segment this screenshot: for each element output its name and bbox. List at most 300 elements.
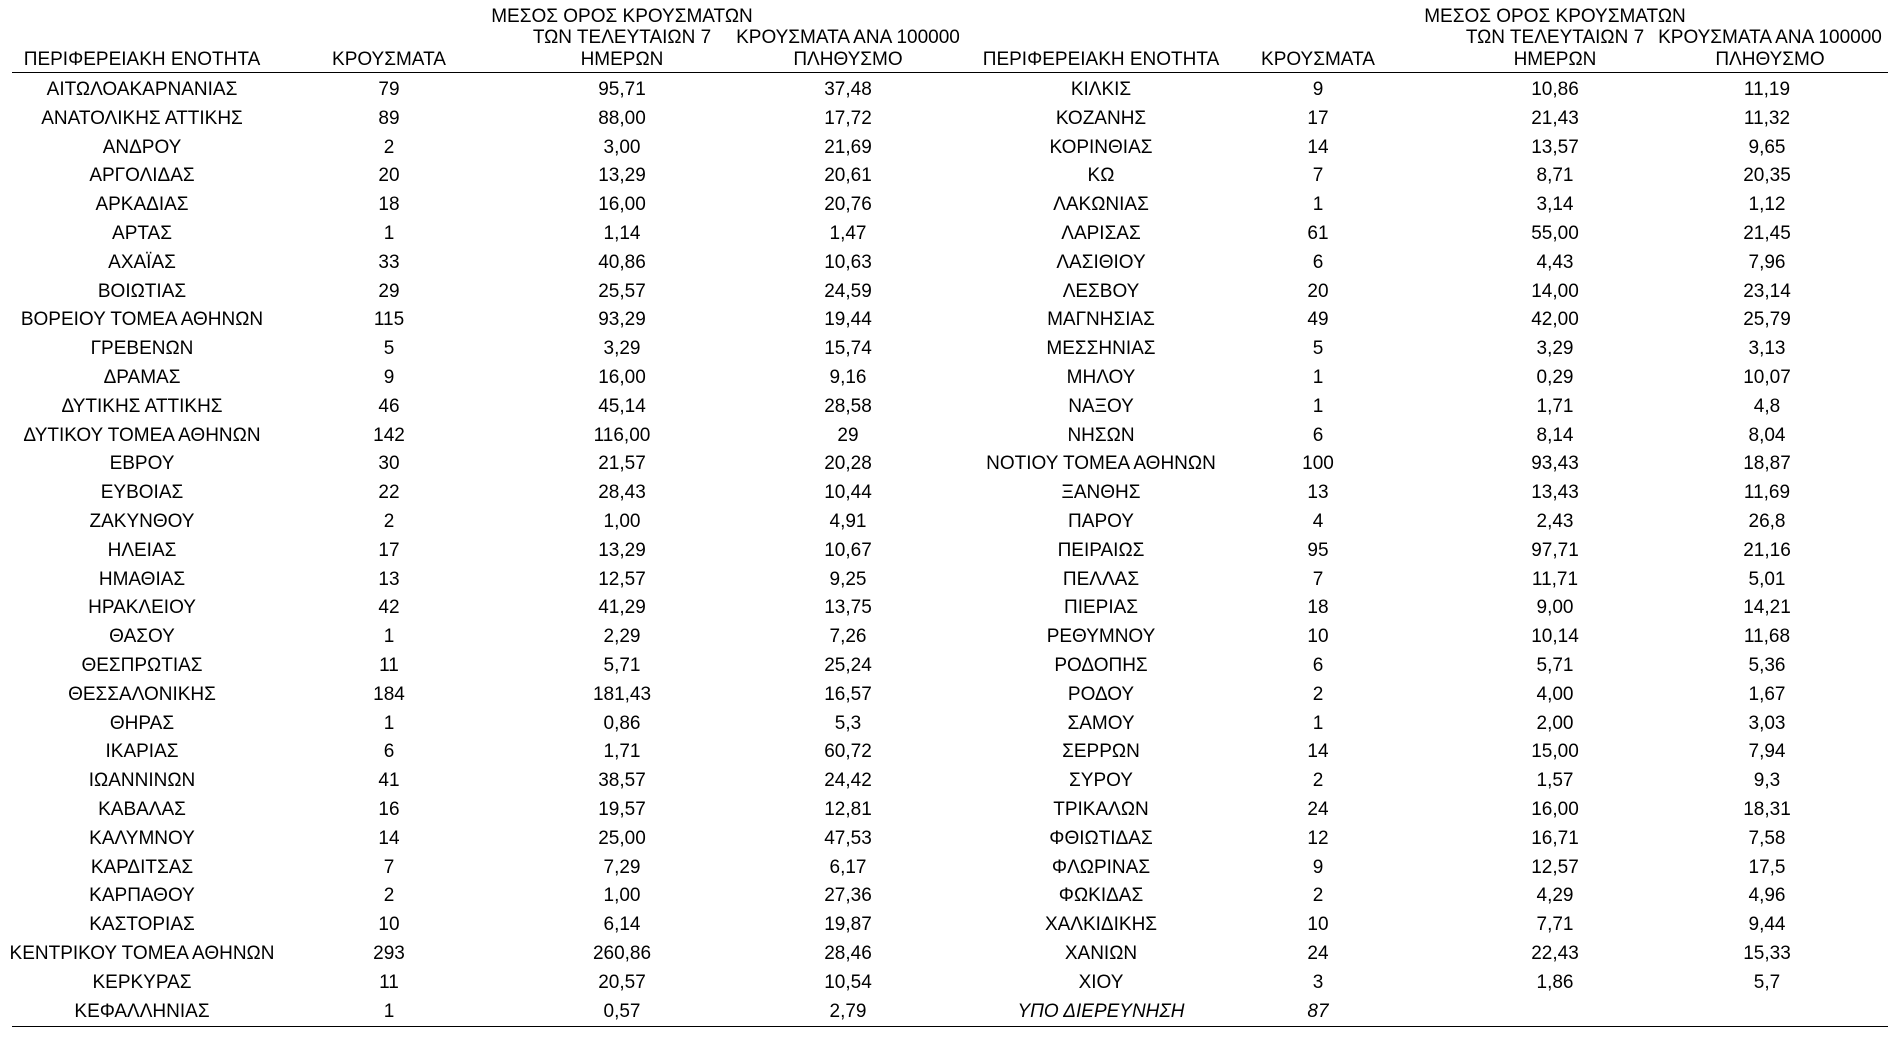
cell-average-left: 5,71: [603, 654, 641, 676]
cell-region-right: ΣΕΡΡΩΝ: [1062, 741, 1140, 763]
cell-region-right: ΧΑΛΚΙΔΙΚΗΣ: [1044, 914, 1158, 936]
cell-average-left: 25,00: [598, 827, 646, 849]
cell-region-right: ΝΗΣΩΝ: [1067, 424, 1135, 446]
cell-average-right: 13,43: [1531, 482, 1579, 504]
header-average-left-line2: ΤΩΝ ΤΕΛΕΥΤΑΙΩΝ 7: [532, 27, 712, 48]
cell-region-left: ΑΝΔΡΟΥ: [102, 136, 182, 158]
cell-per100k-left: 4,91: [829, 510, 867, 532]
cell-per100k-right: 1,12: [1748, 194, 1786, 216]
cell-average-right: 4,29: [1536, 885, 1574, 907]
cell-cases-right: 49: [1307, 309, 1329, 331]
cell-per100k-left: 9,25: [829, 568, 867, 590]
table-row: [0, 537, 1893, 566]
table-row: [0, 134, 1893, 163]
cell-cases-right: 4: [1312, 510, 1324, 532]
cell-per100k-left: 12,81: [824, 798, 872, 820]
table-row: [0, 76, 1893, 105]
cell-average-right: 55,00: [1531, 222, 1579, 244]
header-average-right-line2: ΤΩΝ ΤΕΛΕΥΤΑΙΩΝ 7: [1465, 27, 1645, 48]
header-cases-right-text: ΚΡΟΥΣΜΑΤΑ: [1261, 48, 1375, 70]
cell-average-right: 3,14: [1536, 194, 1574, 216]
cell-average-right: 0,29: [1536, 366, 1574, 388]
cell-region-right: ΛΑΡΙΣΑΣ: [1061, 222, 1141, 244]
cell-cases-right: 1: [1312, 395, 1324, 417]
cell-region-left: ΚΑΡΠΑΘΟΥ: [89, 885, 195, 907]
cell-average-left: 1,14: [603, 222, 641, 244]
cell-cases-left: 142: [373, 424, 405, 446]
header-average-left-line3: ΗΜΕΡΩΝ: [580, 48, 664, 70]
table-row: [0, 508, 1893, 537]
cell-per100k-right: 23,14: [1743, 280, 1791, 302]
table-row: [0, 652, 1893, 681]
cell-average-left: 1,71: [603, 741, 641, 763]
cell-region-right: ΠΕΙΡΑΙΩΣ: [1057, 539, 1145, 561]
cell-average-right: 15,00: [1531, 741, 1579, 763]
table-row: [0, 710, 1893, 739]
cell-per100k-right: 5,36: [1748, 654, 1786, 676]
cell-average-right: 8,71: [1536, 165, 1574, 187]
cell-cases-right: 13: [1307, 482, 1329, 504]
cell-average-right: 12,57: [1531, 856, 1579, 878]
cell-per100k-right: 25,79: [1743, 309, 1791, 331]
cell-region-left: ΗΛΕΙΑΣ: [107, 539, 177, 561]
cell-per100k-right: 20,35: [1743, 165, 1791, 187]
cell-region-right: ΠΙΕΡΙΑΣ: [1063, 597, 1139, 619]
cell-average-left: 21,57: [598, 453, 646, 475]
cell-region-right: ΠΑΡΟΥ: [1068, 510, 1134, 532]
cell-per100k-left: 10,44: [824, 482, 872, 504]
cell-average-right: 10,86: [1531, 79, 1579, 100]
cell-per100k-right: [1667, 998, 1867, 1027]
table-row: [0, 767, 1893, 796]
cell-cases-right: 87: [1307, 1000, 1329, 1022]
cell-cases-right: 95: [1307, 539, 1329, 561]
cell-per100k-right: 3,13: [1748, 338, 1786, 360]
header-per100k-left: [716, 27, 980, 70]
cell-per100k-right: 21,45: [1743, 222, 1791, 244]
table-row: [0, 220, 1893, 249]
cell-average-left: 1,00: [603, 885, 641, 907]
header-region-left: [0, 49, 284, 71]
header-cases-left-text: ΚΡΟΥΣΜΑΤΑ: [332, 48, 446, 70]
cell-average-left: 93,29: [598, 309, 646, 331]
cell-region-right: ΧΙΟΥ: [1078, 971, 1124, 993]
cell-per100k-right: 11,32: [1743, 107, 1791, 129]
cell-region-right: ΚΙΛΚΙΣ: [1070, 79, 1132, 100]
cell-region-right: ΝΟΤΙΟΥ ΤΟΜΕΑ ΑΘΗΝΩΝ: [986, 453, 1216, 475]
cell-region-left: ΓΡΕΒΕΝΩΝ: [90, 338, 194, 360]
cell-region-left: ΑΡΤΑΣ: [112, 222, 172, 244]
cell-per100k-right: 7,96: [1748, 251, 1786, 273]
cell-per100k-right: 11,68: [1743, 626, 1791, 648]
cell-average-left: 25,57: [598, 280, 646, 302]
table-row: [0, 278, 1893, 307]
cell-region-right: ΜΕΣΣΗΝΙΑΣ: [1046, 338, 1156, 360]
cell-average-right: 13,57: [1531, 136, 1579, 158]
table-row: [0, 854, 1893, 883]
cell-per100k-left: 21,69: [824, 136, 872, 158]
cell-cases-right: 7: [1312, 165, 1324, 187]
cell-cases-left: 2: [383, 510, 395, 532]
cell-cases-left: 6: [383, 741, 395, 763]
cell-average-left: 38,57: [598, 770, 646, 792]
table-row: [0, 738, 1893, 767]
cell-cases-left: 41: [378, 770, 400, 792]
cell-region-right: ΧΑΝΙΩΝ: [1064, 942, 1138, 964]
header-divider: [12, 72, 1888, 73]
cell-region-left: ΒΟΡΕΙΟΥ ΤΟΜΕΑ ΑΘΗΝΩΝ: [20, 309, 264, 331]
cell-average-right: 8,14: [1536, 424, 1574, 446]
cell-region-left: ΘΕΣΠΡΩΤΙΑΣ: [81, 654, 203, 676]
cell-region-left: ΚΕΝΤΡΙΚΟΥ ΤΟΜΕΑ ΑΘΗΝΩΝ: [9, 942, 275, 964]
cell-per100k-left: 29: [837, 424, 859, 446]
table-row: [0, 566, 1893, 595]
header-region-right-text: ΠΕΡΙΦΕΡΕΙΑΚΗ ΕΝΟΤΗΤΑ: [982, 48, 1220, 70]
cell-average-left: 1,00: [603, 510, 641, 532]
cell-average-right: 1,57: [1536, 770, 1574, 792]
cell-region-right: ΚΩ: [1087, 165, 1115, 187]
cell-per100k-right: 7,58: [1748, 827, 1786, 849]
cell-average-right: 7,71: [1536, 914, 1574, 936]
cell-cases-left: 20: [378, 165, 400, 187]
cell-cases-right: 6: [1312, 424, 1324, 446]
cell-cases-left: 5: [383, 338, 395, 360]
table-row: [0, 882, 1893, 911]
cell-average-left: 6,14: [603, 914, 641, 936]
cell-cases-right: 17: [1307, 107, 1329, 129]
cell-average-left: 16,00: [598, 194, 646, 216]
cell-average-left: 41,29: [598, 597, 646, 619]
cell-per100k-left: 10,67: [824, 539, 872, 561]
cell-per100k-left: 28,58: [824, 395, 872, 417]
cell-cases-right: 1: [1312, 194, 1324, 216]
cell-average-right: 4,43: [1536, 251, 1574, 273]
cell-per100k-left: 15,74: [824, 338, 872, 360]
cell-per100k-left: 60,72: [824, 741, 872, 763]
cell-cases-left: 184: [373, 683, 405, 705]
cell-average-left: 7,29: [603, 856, 641, 878]
cell-region-right: ΛΑΣΙΘΙΟΥ: [1056, 251, 1146, 273]
cell-average-right: 1,71: [1536, 395, 1574, 417]
cell-per100k-left: 6,17: [829, 856, 867, 878]
cell-region-right: ΞΑΝΘΗΣ: [1061, 482, 1141, 504]
cell-per100k-left: 19,87: [824, 914, 872, 936]
cell-cases-right: 2: [1312, 770, 1324, 792]
cell-average-right: 4,00: [1536, 683, 1574, 705]
cell-per100k-left: 7,26: [829, 626, 867, 648]
cell-cases-left: 18: [378, 194, 400, 216]
cell-average-right: 3,29: [1536, 338, 1574, 360]
cell-region-left: ΙΩΑΝΝΙΝΩΝ: [88, 770, 196, 792]
cell-per100k-right: 11,69: [1743, 482, 1791, 504]
cell-region-right: ΥΠΟ ΔΙΕΡΕΥΝΗΣΗ: [1017, 1000, 1185, 1022]
table-row: [0, 249, 1893, 278]
cell-region-left: ΗΡΑΚΛΕΙΟΥ: [88, 597, 196, 619]
cell-average-right: 21,43: [1531, 107, 1579, 129]
cell-average-left: 3,29: [603, 338, 641, 360]
cell-average-left: 12,57: [598, 568, 646, 590]
cell-region-left: ΚΕΡΚΥΡΑΣ: [92, 971, 192, 993]
cell-region-left: ΘΕΣΣΑΛΟΝΙΚΗΣ: [68, 683, 216, 705]
cell-per100k-left: 24,59: [824, 280, 872, 302]
cell-average-left: 95,71: [598, 79, 646, 100]
header-cases-left: [309, 49, 469, 71]
table-row: [0, 422, 1893, 451]
cell-cases-right: 9: [1312, 79, 1324, 100]
cell-average-right: 16,71: [1531, 827, 1579, 849]
cell-cases-right: 3: [1312, 971, 1324, 993]
cell-average-right: 2,00: [1536, 712, 1574, 734]
cell-region-right: ΣΑΜΟΥ: [1067, 712, 1135, 734]
table-row: [0, 681, 1893, 710]
cell-region-left: ΚΑΛΥΜΝΟΥ: [89, 827, 195, 849]
cell-region-right: ΣΥΡΟΥ: [1069, 770, 1133, 792]
cell-cases-right: 1: [1312, 366, 1324, 388]
cell-per100k-right: 11,19: [1743, 79, 1791, 100]
cell-cases-right: 6: [1312, 251, 1324, 273]
cell-average-left: 2,29: [603, 626, 641, 648]
cell-average-left: 0,57: [603, 1000, 641, 1022]
cell-per100k-left: 9,16: [829, 366, 867, 388]
cell-region-right: ΦΘΙΩΤΙΔΑΣ: [1049, 827, 1153, 849]
table-row: [0, 911, 1893, 940]
cell-average-left: 45,14: [598, 395, 646, 417]
table-row: [0, 105, 1893, 134]
cell-per100k-right: 5,01: [1748, 568, 1786, 590]
cell-region-left: ΔΥΤΙΚΟΥ ΤΟΜΕΑ ΑΘΗΝΩΝ: [23, 424, 261, 446]
cell-average-left: 181,43: [592, 683, 652, 705]
cell-region-right: ΚΟΖΑΝΗΣ: [1055, 107, 1147, 129]
cell-average-left: 3,00: [603, 136, 641, 158]
cell-region-left: ΚΑΣΤΟΡΙΑΣ: [89, 914, 195, 936]
cell-cases-left: 33: [378, 251, 400, 273]
cell-per100k-left: 2,79: [829, 1000, 867, 1022]
cell-region-left: ΔΡΑΜΑΣ: [103, 366, 181, 388]
cell-region-right: ΚΟΡΙΝΘΙΑΣ: [1049, 136, 1153, 158]
cell-cases-left: 11: [379, 971, 399, 993]
table-row: [0, 623, 1893, 652]
cell-per100k-right: 18,87: [1743, 453, 1791, 475]
table-row: [0, 450, 1893, 479]
cell-cases-left: 1: [383, 1000, 395, 1022]
cell-region-left: ΑΡΚΑΔΙΑΣ: [95, 194, 189, 216]
cell-per100k-left: 20,76: [824, 194, 872, 216]
cell-per100k-left: 19,44: [824, 309, 872, 331]
cell-cases-right: 9: [1312, 856, 1324, 878]
cell-cases-left: 14: [378, 827, 400, 849]
cell-region-left: ΙΚΑΡΙΑΣ: [105, 741, 179, 763]
cell-average-right: 14,00: [1531, 280, 1579, 302]
cell-per100k-left: 24,42: [824, 770, 872, 792]
cell-average-right: 97,71: [1531, 539, 1579, 561]
cell-per100k-left: 28,46: [824, 942, 872, 964]
cell-cases-left: 1: [383, 712, 395, 734]
cell-per100k-right: 9,3: [1753, 770, 1781, 792]
cell-region-right: ΜΗΛΟΥ: [1066, 366, 1136, 388]
cell-cases-right: 6: [1312, 654, 1324, 676]
cell-cases-left: 29: [378, 280, 400, 302]
table-body: [0, 76, 1893, 1026]
cell-average-right: 22,43: [1531, 942, 1579, 964]
cell-cases-left: 46: [378, 395, 400, 417]
cell-cases-right: 14: [1307, 136, 1329, 158]
table-row: [0, 969, 1893, 998]
cell-region-left: ΑΧΑΪΑΣ: [108, 251, 176, 273]
cell-average-left: 116,00: [593, 424, 651, 446]
table-row: [0, 162, 1893, 191]
cell-per100k-right: 14,21: [1743, 597, 1791, 619]
cell-per100k-left: 17,72: [824, 107, 872, 129]
header-per100k-left-line1: ΚΡΟΥΣΜΑΤΑ ΑΝΑ 100000: [736, 27, 960, 48]
cell-per100k-left: 16,57: [824, 683, 872, 705]
cell-cases-right: 18: [1307, 597, 1329, 619]
cell-per100k-right: 5,7: [1753, 971, 1781, 993]
cell-average-left: 0,86: [603, 712, 641, 734]
cell-per100k-left: 1,47: [829, 222, 867, 244]
cell-region-right: ΡΕΘΥΜΝΟΥ: [1046, 626, 1156, 648]
cell-cases-left: 1: [383, 626, 395, 648]
cell-cases-right: 1: [1312, 712, 1324, 734]
cell-cases-left: 11: [379, 654, 399, 676]
cell-average-left: 20,57: [598, 971, 646, 993]
cell-per100k-right: 9,65: [1748, 136, 1786, 158]
cell-cases-right: 10: [1307, 914, 1329, 936]
cell-region-right: ΦΛΩΡΙΝΑΣ: [1051, 856, 1151, 878]
cell-per100k-left: 10,54: [824, 971, 872, 993]
header-region-right: [960, 49, 1242, 71]
cell-average-left: 88,00: [598, 107, 646, 129]
cell-per100k-left: 27,36: [824, 885, 872, 907]
cell-per100k-right: 18,31: [1743, 798, 1791, 820]
table-bottom-divider: [12, 1026, 1888, 1027]
cell-region-right: ΝΑΞΟΥ: [1068, 395, 1134, 417]
cell-cases-left: 13: [378, 568, 400, 590]
cell-cases-right: 2: [1312, 885, 1324, 907]
cell-per100k-right: 21,16: [1743, 539, 1791, 561]
cell-region-left: ΚΑΒΑΛΑΣ: [98, 798, 186, 820]
cell-per100k-right: 8,04: [1748, 424, 1786, 446]
cell-average-right: 2,43: [1536, 510, 1574, 532]
cell-region-right: ΠΕΛΛΑΣ: [1062, 568, 1140, 590]
header-per100k-right: [1650, 27, 1890, 70]
cell-region-right: ΤΡΙΚΑΛΩΝ: [1053, 798, 1149, 820]
cell-average-left: 13,29: [598, 539, 646, 561]
cell-per100k-right: 15,33: [1743, 942, 1791, 964]
cell-cases-left: 79: [378, 79, 400, 100]
cell-cases-right: 20: [1307, 280, 1329, 302]
table-row: [0, 306, 1893, 335]
cell-region-left: ΕΥΒΟΙΑΣ: [100, 482, 184, 504]
cell-cases-left: 22: [378, 482, 400, 504]
cell-region-left: ΘΗΡΑΣ: [109, 712, 175, 734]
cell-per100k-right: 26,8: [1748, 510, 1786, 532]
cell-cases-right: 24: [1307, 942, 1329, 964]
cell-region-left: ΑΝΑΤΟΛΙΚΗΣ ΑΤΤΙΚΗΣ: [41, 107, 243, 129]
cell-average-left: 13,29: [598, 165, 646, 187]
cell-cases-left: 115: [373, 309, 405, 331]
cell-average-right: 16,00: [1531, 798, 1579, 820]
cell-cases-left: 17: [378, 539, 400, 561]
cell-per100k-left: 20,28: [824, 453, 872, 475]
header-average-right-line3: ΗΜΕΡΩΝ: [1513, 48, 1597, 70]
cell-cases-left: 16: [378, 798, 400, 820]
cell-cases-left: 7: [383, 856, 395, 878]
cell-cases-left: 293: [373, 942, 405, 964]
table-row: [0, 998, 1893, 1027]
cell-cases-right: 7: [1312, 568, 1324, 590]
header-average-right-line1: ΜΕΣΟΣ ΟΡΟΣ ΚΡΟΥΣΜΑΤΩΝ: [1424, 5, 1686, 27]
table-row: [0, 393, 1893, 422]
cell-region-right: ΜΑΓΝΗΣΙΑΣ: [1047, 309, 1155, 331]
cell-average-left: 19,57: [598, 798, 646, 820]
cell-region-left: ΒΟΙΩΤΙΑΣ: [97, 280, 187, 302]
table-row: [0, 191, 1893, 220]
cell-per100k-right: 7,94: [1748, 741, 1786, 763]
cell-region-left: ΗΜΑΘΙΑΣ: [98, 568, 186, 590]
header-per100k-right-line2: ΠΛΗΘΥΣΜΟ: [1715, 48, 1825, 70]
cell-region-left: ΕΒΡΟΥ: [109, 453, 175, 475]
table-row: [0, 594, 1893, 623]
cell-average-right: [1455, 998, 1655, 1027]
cell-cases-right: 10: [1307, 626, 1329, 648]
cell-cases-left: 10: [378, 914, 400, 936]
cell-cases-right: 14: [1307, 741, 1329, 763]
cell-per100k-left: 5,3: [834, 712, 862, 734]
cell-cases-right: 2: [1312, 683, 1324, 705]
cell-region-right: ΦΩΚΙΔΑΣ: [1058, 885, 1144, 907]
cell-region-left: ΑΡΓΟΛΙΔΑΣ: [89, 165, 195, 187]
cell-cases-left: 89: [378, 107, 400, 129]
cell-cases-left: 42: [378, 597, 400, 619]
cell-region-left: ΑΙΤΩΛΟΑΚΑΡΝΑΝΙΑΣ: [46, 79, 238, 100]
cell-cases-left: 9: [383, 366, 395, 388]
cell-average-left: 28,43: [598, 482, 646, 504]
cell-per100k-left: 47,53: [824, 827, 872, 849]
cell-average-right: 42,00: [1531, 309, 1579, 331]
cell-per100k-left: 25,24: [824, 654, 872, 676]
header-average-left-line1: ΜΕΣΟΣ ΟΡΟΣ ΚΡΟΥΣΜΑΤΩΝ: [491, 5, 753, 27]
cell-average-left: 16,00: [598, 366, 646, 388]
cell-average-right: 93,43: [1531, 453, 1579, 475]
cell-cases-left: 1: [383, 222, 395, 244]
cell-per100k-left: 37,48: [824, 79, 872, 100]
cell-region-right: ΛΕΣΒΟΥ: [1062, 280, 1140, 302]
cell-region-right: ΡΟΔΟΥ: [1067, 683, 1135, 705]
cell-average-right: 1,86: [1536, 971, 1574, 993]
cell-per100k-right: 3,03: [1748, 712, 1786, 734]
cell-cases-left: 2: [383, 885, 395, 907]
cell-per100k-left: 20,61: [824, 165, 872, 187]
cell-region-left: ΖΑΚΥΝΘΟΥ: [89, 510, 195, 532]
header-region-left-text: ΠΕΡΙΦΕΡΕΙΑΚΗ ΕΝΟΤΗΤΑ: [23, 48, 261, 70]
table-row: [0, 940, 1893, 969]
cell-cases-right: 5: [1312, 338, 1324, 360]
cell-per100k-left: 10,63: [824, 251, 872, 273]
cell-region-left: ΚΑΡΔΙΤΣΑΣ: [90, 856, 194, 878]
cell-region-right: ΡΟΔΟΠΗΣ: [1054, 654, 1148, 676]
header-per100k-right-line1: ΚΡΟΥΣΜΑΤΑ ΑΝΑ 100000: [1658, 27, 1882, 48]
cell-per100k-right: 17,5: [1748, 856, 1786, 878]
cell-average-right: 9,00: [1536, 597, 1574, 619]
cell-per100k-right: 4,8: [1753, 395, 1781, 417]
cell-per100k-right: 1,67: [1748, 683, 1786, 705]
cell-region-left: ΚΕΦΑΛΛΗΝΙΑΣ: [74, 1000, 210, 1022]
cell-per100k-right: 10,07: [1743, 366, 1791, 388]
header-cases-right: [1238, 49, 1398, 71]
cell-per100k-right: 4,96: [1748, 885, 1786, 907]
cell-region-left: ΘΑΣΟΥ: [109, 626, 175, 648]
cell-average-left: 40,86: [598, 251, 646, 273]
